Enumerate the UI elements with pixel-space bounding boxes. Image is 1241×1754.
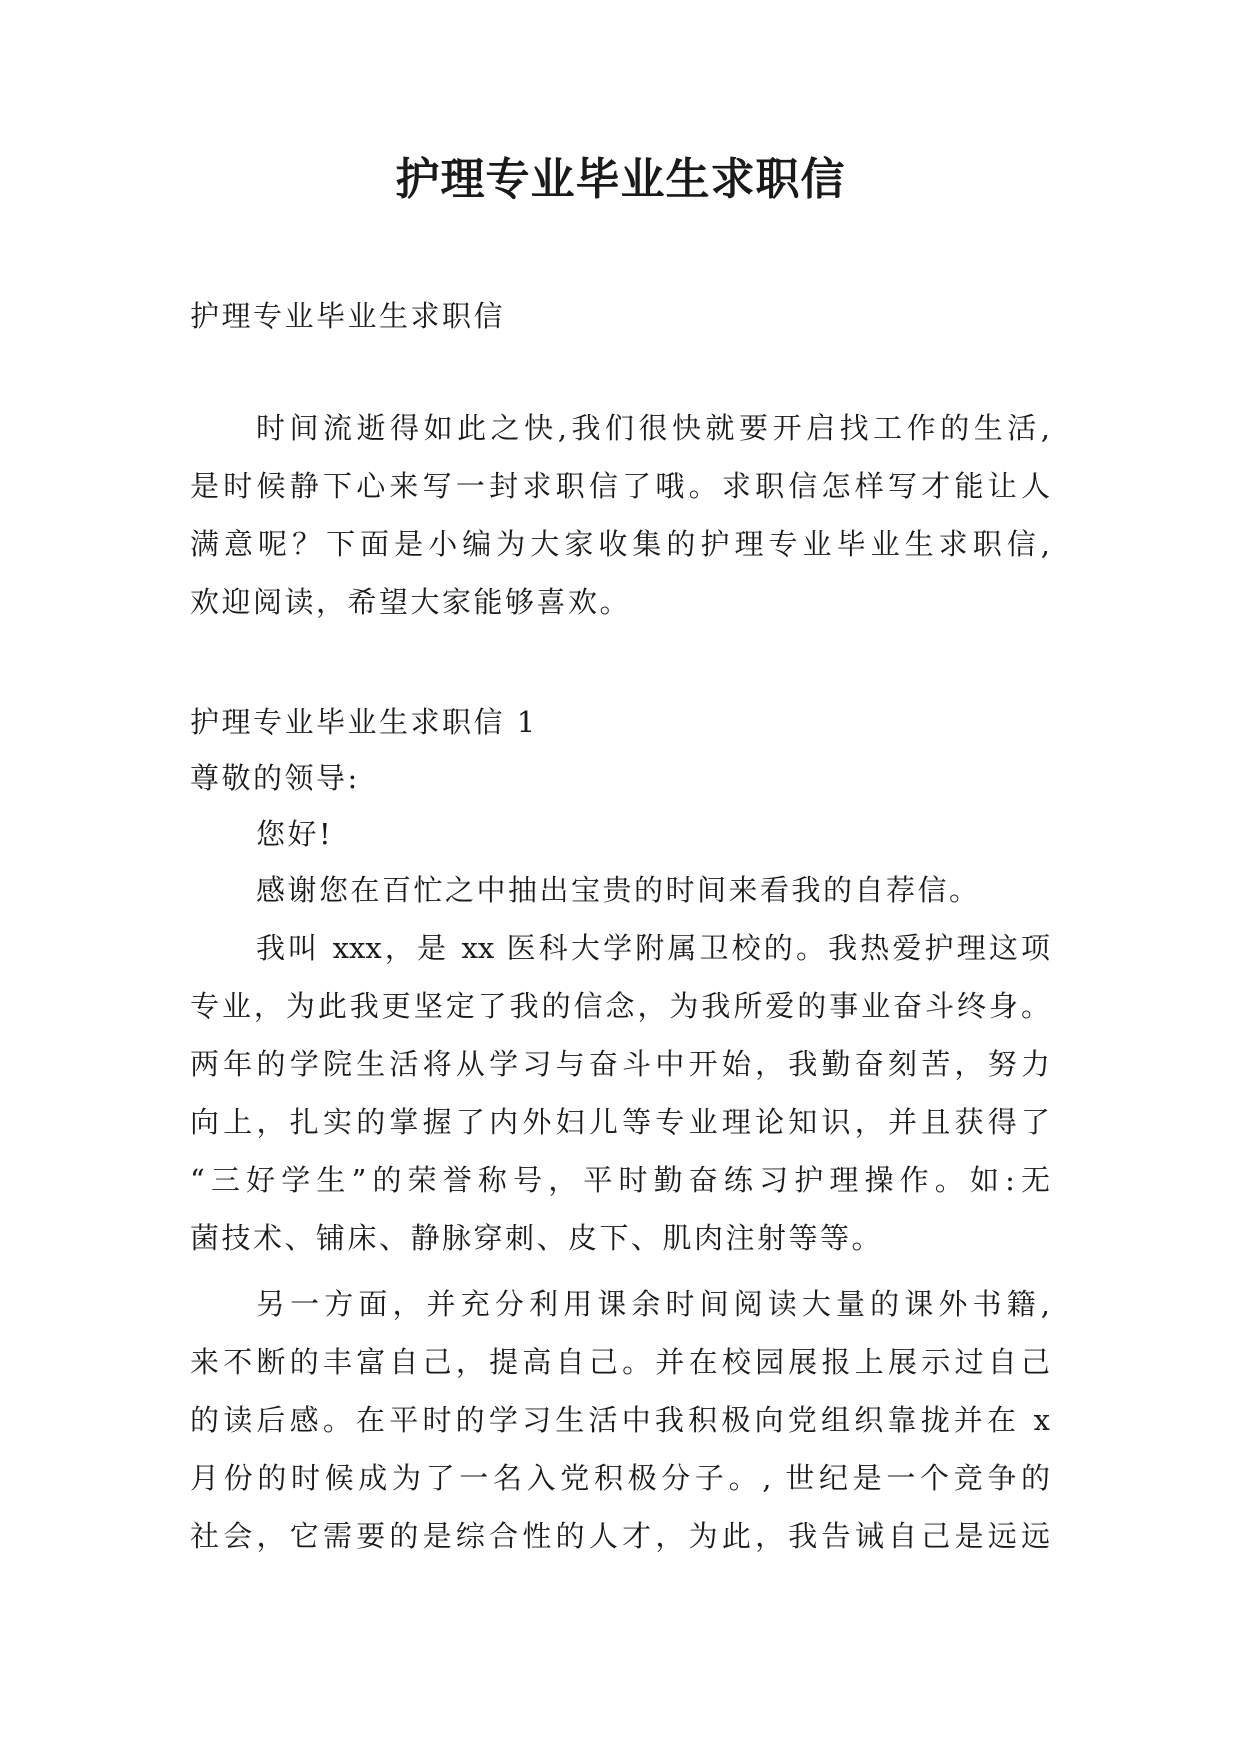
letter-thanks: 感谢您在百忙之中抽出宝贵的时间来看我的自荐信。 <box>256 873 981 907</box>
paragraph-line: 社会，它需要的是综合性的人才，为此，我告诫自己是远远 <box>190 1519 1050 1553</box>
paragraph-line: 另一方面，并充分利用课余时间阅读大量的课外书籍, <box>256 1287 1050 1321</box>
paragraph-line: 来不断的丰富自己，提高自己。并在校园展报上展示过自己 <box>190 1345 1050 1379</box>
intro-line: 欢迎阅读，希望大家能够喜欢。 <box>190 585 632 619</box>
paragraph-line: 向上，扎实的掌握了内外妇儿等专业理论知识，并且获得了 <box>190 1105 1050 1139</box>
letter-heading: 护理专业毕业生求职信 1 <box>190 705 538 739</box>
paragraph-line: 月份的时候成为了一名入党积极分子。, 世纪是一个竞争的 <box>190 1461 1050 1495</box>
document-subtitle: 护理专业毕业生求职信 <box>190 299 506 333</box>
letter-salutation: 尊敬的领导: <box>190 761 360 795</box>
paragraph-line: 菌技术、铺床、静脉穿刺、皮下、肌肉注射等等。 <box>190 1221 884 1255</box>
paragraph-line: “三好学生”的荣誉称号，平时勤奋练习护理操作。如:无 <box>190 1163 1050 1197</box>
paragraph-line: 的读后感。在平时的学习生活中我积极向党组织靠拢并在 x <box>190 1403 1050 1437</box>
intro-line: 满意呢？下面是小编为大家收集的护理专业毕业生求职信, <box>190 527 1050 561</box>
paragraph-line: 我叫 xxx，是 xx 医科大学附属卫校的。我热爱护理这项 <box>256 931 1050 965</box>
paragraph-line: 专业，为此我更坚定了我的信念，为我所爱的事业奋斗终身。 <box>190 989 1050 1023</box>
paragraph-line: 两年的学院生活将从学习与奋斗中开始，我勤奋刻苦，努力 <box>190 1047 1050 1081</box>
intro-line: 时间流逝得如此之快,我们很快就要开启找工作的生活, <box>256 411 1050 445</box>
intro-line: 是时候静下心来写一封求职信了哦。求职信怎样写才能让人 <box>190 469 1050 503</box>
letter-greeting: 您好! <box>256 817 334 851</box>
document-title: 护理专业毕业生求职信 <box>395 154 846 205</box>
